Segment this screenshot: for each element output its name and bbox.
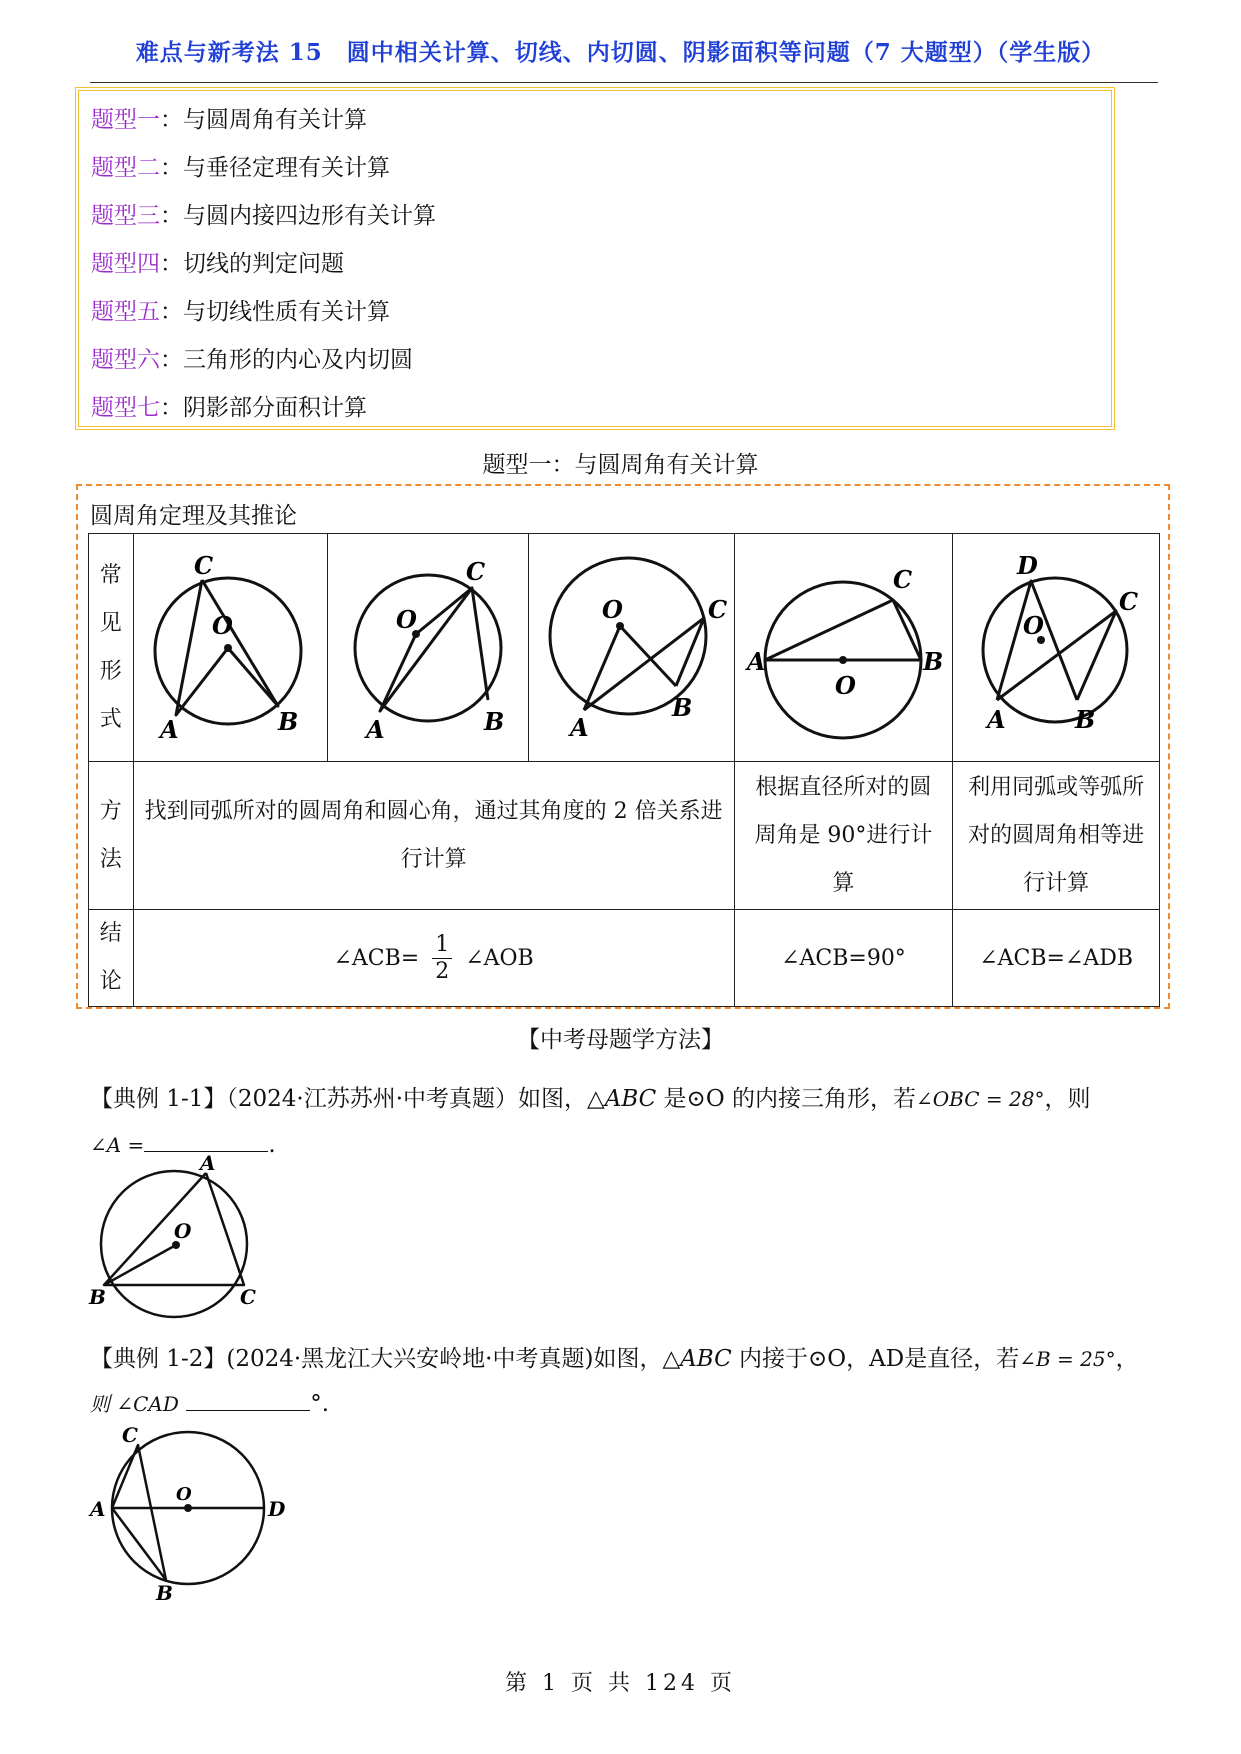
example-1-1-figure [86,1151,266,1319]
svg-text:A: A [747,646,767,676]
theorem-title: 圆周角定理及其推论 [90,503,297,529]
method-cell-3: 利用同弧或等弧所对的圆周角相等进行计算 [953,762,1160,910]
topic-item [91,101,367,134]
topic-text: ：阴影部分面积计算 [160,395,367,421]
topic-tag: 题型四 [91,251,160,277]
topic-text: ：与垂径定理有关计算 [160,155,390,181]
topic-tag: 题型五 [91,299,160,325]
topic-text: ：与圆周角有关计算 [160,107,367,133]
svg-text:B: B [672,692,693,722]
diagram-same-arc [953,534,1160,762]
header-divider [90,82,1158,83]
svg-text:D: D [1017,550,1038,580]
svg-text:O: O [602,594,624,624]
svg-text:A: A [987,704,1006,734]
topic-tag: 题型二 [91,155,160,181]
method-cell-1: 找到同弧所对的圆周角和圆心角，通过其角度的 2 倍关系进行计算 [133,762,734,910]
topic-text: ：三角形的内心及内切圆 [160,347,413,373]
example-1-2-line2: 则 ∠CAD °. [90,1391,330,1417]
circle-diagram [961,548,1151,748]
topic-text: ：与圆内接四边形有关计算 [160,203,436,229]
topic-item [91,389,367,422]
svg-text:O: O [835,670,857,700]
svg-text:A: A [570,712,589,742]
svg-text:C: C [893,564,913,594]
example-1-1-line1: 【典例 1-1】（2024·江苏苏州·中考真题）如图，△ABC 是⊙O 的内接三角形，若∠OBC = 28°，则 [90,1086,1091,1112]
conclusion-cell-1: ∠ACB= $\frac{1}{2}$ ∠AOB [133,910,734,1007]
document-title: 难点与新考法 15 圆中相关计算、切线、内切圆、阴影面积等问题（7 大题型）（学生版） [135,39,1106,66]
svg-text:C: C [466,556,486,586]
svg-text:O: O [176,1484,192,1505]
svg-text:A: A [160,714,180,744]
diagram-central-angle-3 [528,534,734,762]
svg-text:D: D [268,1497,286,1521]
topic-item [91,197,436,230]
table-row [89,534,1160,762]
diagram-central-angle-2 [328,534,529,762]
conclusion-cell-2: ∠ACB=90° [734,910,953,1007]
svg-text:O: O [1023,610,1045,640]
svg-text:A: A [366,714,385,744]
svg-text:O: O [174,1219,192,1243]
svg-text:O: O [396,604,417,634]
circle-diagram [338,548,518,748]
svg-text:C: C [194,550,214,580]
svg-text:O: O [212,610,234,640]
method-cell-2: 根据直径所对的圆周角是 90°进行计算 [734,762,953,910]
fraction-one-half: $\frac{1}{2}$ [432,932,452,985]
circle-diagram [536,548,726,748]
svg-text:B: B [89,1285,106,1309]
diagram-central-angle-1 [133,534,328,762]
svg-text:B: B [156,1581,173,1605]
example-1-1-line2: ∠A = . [90,1132,276,1158]
topic-tag: 题型七 [91,395,160,421]
example-1-2-line1: 【典例 1-2】(2024·黑龙江大兴安岭地·中考真题)如图，△ABC 内接于⊙O，AD是直径，若∠B = 25°， [90,1346,1139,1372]
topic-item [91,293,390,326]
example-tag: 【典例 1-2】 [90,1346,227,1372]
topic-item [91,245,344,278]
topic-text: ：切线的判定问题 [160,251,344,277]
svg-text:B: B [923,646,944,676]
topic-list-box [75,87,1115,430]
topic-tag: 题型三 [91,203,160,229]
row-header-method: 方 法 [89,762,134,910]
page-footer: 第 1 页 共 124 页 [505,1671,736,1696]
section-heading: 题型一：与圆周角有关计算 [482,452,759,478]
topic-item [91,149,390,182]
circle-diagram [140,548,320,748]
mother-question-heading: 【中考母题学方法】 [517,1027,724,1053]
svg-text:C: C [240,1285,256,1309]
table-row [89,910,1160,1007]
theorem-table [88,533,1160,1007]
table-row [89,762,1160,910]
answer-blank [186,1410,310,1411]
svg-text:B: B [278,706,299,736]
svg-text:C: C [122,1423,138,1447]
topic-tag: 题型六 [91,347,160,373]
row-header-conclusion: 结 论 [89,910,134,1007]
topic-tag: 题型一 [91,107,160,133]
example-1-2-figure [84,1420,294,1605]
diagram-diameter [734,534,953,762]
svg-text:B: B [1075,704,1096,734]
row-header-forms: 常 见 形 式 [89,534,134,762]
circle-diagram [743,548,943,748]
svg-text:B: B [484,706,505,736]
example-tag: 【典例 1-1】 [90,1086,227,1112]
topic-text: ：与切线性质有关计算 [160,299,390,325]
topic-item [91,341,413,374]
svg-text:C: C [1119,586,1139,616]
svg-text:A: A [90,1497,106,1521]
svg-text:C: C [708,594,728,624]
svg-text:A: A [200,1151,216,1175]
conclusion-cell-3: ∠ACB=∠ADB [953,910,1160,1007]
